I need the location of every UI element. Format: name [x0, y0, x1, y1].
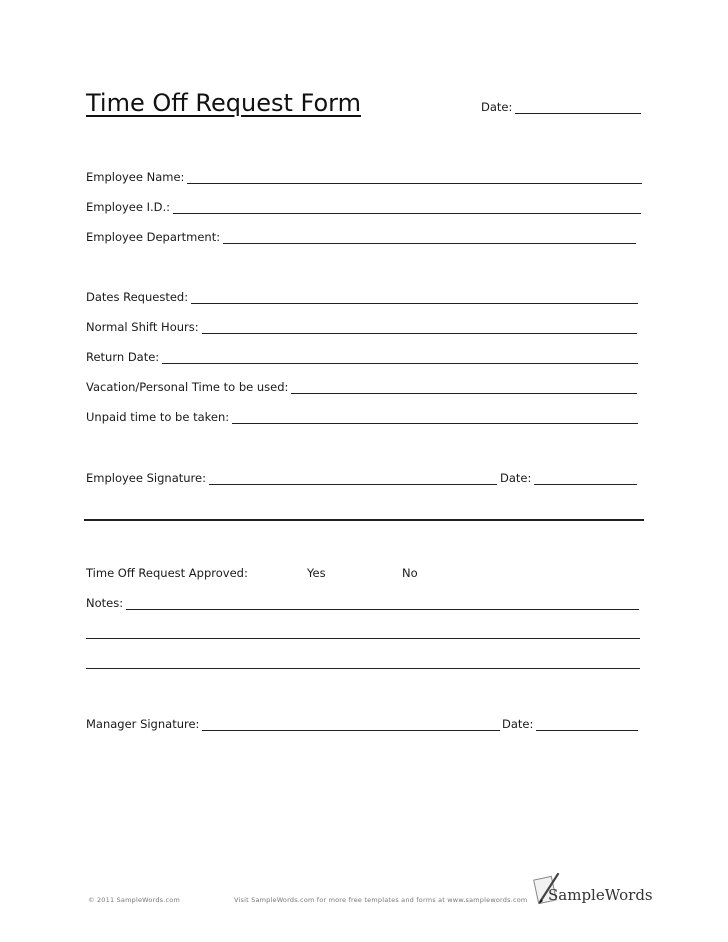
employee-department-field[interactable]: [86, 228, 636, 244]
normal-shift-hours-label: Normal Shift Hours:: [86, 320, 199, 334]
manager-signature-date-line[interactable]: [536, 718, 638, 731]
unpaid-time-field[interactable]: [86, 408, 638, 424]
vacation-time-line[interactable]: [291, 381, 637, 394]
section-divider: [84, 519, 644, 521]
approved-yes-option[interactable]: Yes: [307, 566, 326, 580]
return-date-line[interactable]: [162, 351, 638, 364]
dates-requested-line[interactable]: [191, 291, 638, 304]
employee-signature-field[interactable]: [86, 469, 497, 485]
normal-shift-hours-line[interactable]: [202, 321, 637, 334]
footer-center-note[interactable]: Visit SampleWords.com for more free templates and forms at www.samplewords.com: [234, 896, 528, 904]
header-date-label: Date:: [481, 100, 513, 114]
dates-requested-label: Dates Requested:: [86, 290, 189, 304]
manager-signature-label: Manager Signature:: [86, 717, 200, 731]
samplewords-logo: SampleWords: [548, 886, 653, 904]
manager-signature-date-field[interactable]: [502, 715, 638, 731]
vacation-time-label: Vacation/Personal Time to be used:: [86, 380, 289, 394]
employee-department-line[interactable]: [223, 231, 636, 244]
manager-signature-field[interactable]: [86, 715, 500, 731]
approved-label: Time Off Request Approved:: [86, 566, 248, 580]
header-date-line[interactable]: [515, 101, 641, 114]
employee-id-field[interactable]: [86, 198, 641, 214]
employee-name-line[interactable]: [187, 171, 642, 184]
return-date-field[interactable]: [86, 348, 638, 364]
employee-id-line[interactable]: [173, 201, 641, 214]
employee-department-label: Employee Department:: [86, 230, 221, 244]
manager-signature-date-label: Date:: [502, 717, 534, 731]
form-title: Time Off Request Form: [86, 89, 361, 117]
notes-field[interactable]: [86, 594, 639, 610]
employee-signature-date-field[interactable]: [500, 469, 637, 485]
employee-signature-date-line[interactable]: [534, 472, 637, 485]
dates-requested-field[interactable]: [86, 288, 638, 304]
notes-line-2[interactable]: [86, 638, 640, 639]
employee-signature-label: Employee Signature:: [86, 471, 206, 485]
notes-label: Notes:: [86, 596, 124, 610]
vacation-time-field[interactable]: [86, 378, 637, 394]
header-date-field[interactable]: [481, 98, 641, 114]
employee-signature-line[interactable]: [209, 472, 497, 485]
unpaid-time-label: Unpaid time to be taken:: [86, 410, 230, 424]
notes-line-1[interactable]: [126, 597, 639, 610]
return-date-label: Return Date:: [86, 350, 160, 364]
employee-signature-date-label: Date:: [500, 471, 532, 485]
employee-name-label: Employee Name:: [86, 170, 185, 184]
notes-line-3[interactable]: [86, 668, 640, 669]
footer-copyright: © 2011 SampleWords.com: [88, 896, 180, 904]
unpaid-time-line[interactable]: [232, 411, 638, 424]
normal-shift-hours-field[interactable]: [86, 318, 637, 334]
manager-signature-line[interactable]: [202, 718, 500, 731]
employee-name-field[interactable]: [86, 168, 642, 184]
employee-id-label: Employee I.D.:: [86, 200, 171, 214]
approved-no-option[interactable]: No: [402, 566, 418, 580]
